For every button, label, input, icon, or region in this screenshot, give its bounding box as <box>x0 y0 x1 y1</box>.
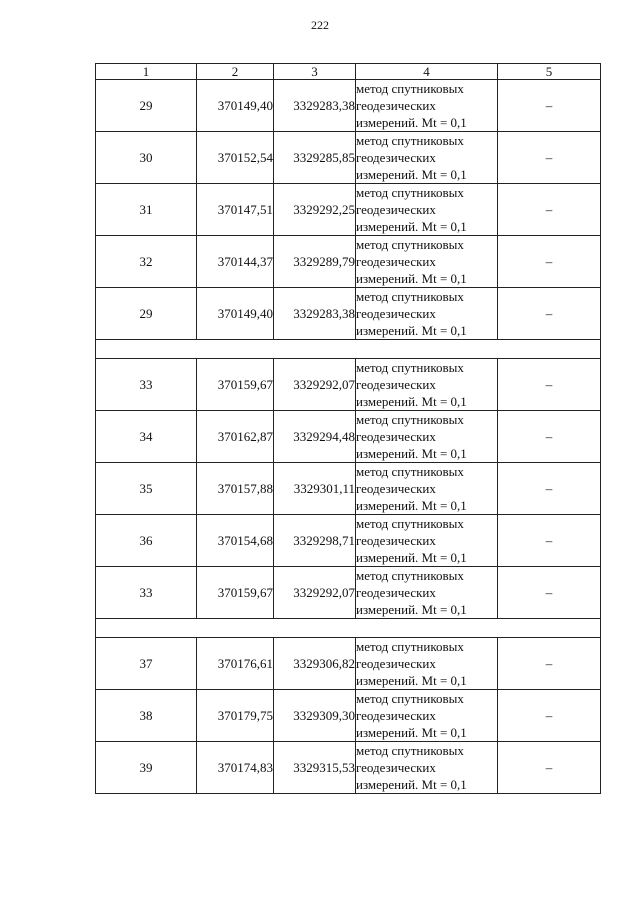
method-line: измерений. Mt = 0,1 <box>356 323 467 338</box>
method-line: метод спутниковых <box>356 237 464 252</box>
method-cell <box>356 690 498 742</box>
note-cell: – <box>498 236 601 288</box>
point-number-cell: 34 <box>96 411 197 463</box>
table-row <box>96 638 601 690</box>
method-line: геодезических <box>356 481 436 496</box>
x-coordinate-cell: 370179,75 <box>197 690 274 742</box>
y-coordinate-cell: 3329309,30 <box>274 690 356 742</box>
table-row <box>96 80 601 132</box>
header-cell-4: 4 <box>356 64 498 80</box>
page-number: 222 <box>311 18 329 32</box>
header-cell-3: 3 <box>274 64 356 80</box>
x-coordinate-cell: 370147,51 <box>197 184 274 236</box>
y-coordinate-cell: 3329289,79 <box>274 236 356 288</box>
separator-cell <box>96 619 601 638</box>
method-line: метод спутниковых <box>356 464 464 479</box>
note-cell: – <box>498 80 601 132</box>
method-line: геодезических <box>356 429 436 444</box>
method-line: геодезических <box>356 202 436 217</box>
x-coordinate-cell: 370159,67 <box>197 567 274 619</box>
separator-row <box>96 619 601 638</box>
header-cell-2: 2 <box>197 64 274 80</box>
method-line: метод спутниковых <box>356 185 464 200</box>
method-line: геодезических <box>356 98 436 113</box>
method-cell <box>356 288 498 340</box>
header-row <box>96 64 601 80</box>
y-coordinate-cell: 3329294,48 <box>274 411 356 463</box>
x-coordinate-cell: 370152,54 <box>197 132 274 184</box>
point-number-cell: 29 <box>96 288 197 340</box>
x-coordinate-cell: 370159,67 <box>197 359 274 411</box>
separator-cell <box>96 340 601 359</box>
note-cell: – <box>498 742 601 794</box>
point-number-cell: 31 <box>96 184 197 236</box>
point-number-cell: 33 <box>96 567 197 619</box>
method-line: метод спутниковых <box>356 81 464 96</box>
point-number-cell: 36 <box>96 515 197 567</box>
table-row <box>96 236 601 288</box>
method-line: метод спутниковых <box>356 289 464 304</box>
note-cell: – <box>498 690 601 742</box>
method-line: измерений. Mt = 0,1 <box>356 167 467 182</box>
y-coordinate-cell: 3329292,25 <box>274 184 356 236</box>
note-cell: – <box>498 184 601 236</box>
method-line: измерений. Mt = 0,1 <box>356 777 467 792</box>
method-line: метод спутниковых <box>356 360 464 375</box>
table-row <box>96 359 601 411</box>
method-cell <box>356 236 498 288</box>
x-coordinate-cell: 370157,88 <box>197 463 274 515</box>
table-row <box>96 132 601 184</box>
note-cell: – <box>498 411 601 463</box>
method-cell <box>356 132 498 184</box>
method-line: метод спутниковых <box>356 568 464 583</box>
y-coordinate-cell: 3329283,38 <box>274 80 356 132</box>
method-line: геодезических <box>356 760 436 775</box>
method-line: измерений. Mt = 0,1 <box>356 602 467 617</box>
method-line: геодезических <box>356 585 436 600</box>
method-line: метод спутниковых <box>356 133 464 148</box>
note-cell: – <box>498 359 601 411</box>
method-line: измерений. Mt = 0,1 <box>356 271 467 286</box>
method-line: геодезических <box>356 150 436 165</box>
note-cell: – <box>498 515 601 567</box>
point-number-cell: 33 <box>96 359 197 411</box>
table-row <box>96 463 601 515</box>
y-coordinate-cell: 3329306,82 <box>274 638 356 690</box>
table-row <box>96 288 601 340</box>
method-line: геодезических <box>356 656 436 671</box>
x-coordinate-cell: 370144,37 <box>197 236 274 288</box>
header-cell-1: 1 <box>96 64 197 80</box>
method-cell <box>356 567 498 619</box>
method-cell <box>356 80 498 132</box>
table-row <box>96 690 601 742</box>
point-number-cell: 32 <box>96 236 197 288</box>
method-line: измерений. Mt = 0,1 <box>356 673 467 688</box>
method-line: измерений. Mt = 0,1 <box>356 115 467 130</box>
note-cell: – <box>498 638 601 690</box>
method-line: геодезических <box>356 306 436 321</box>
method-line: метод спутниковых <box>356 639 464 654</box>
method-line: измерений. Mt = 0,1 <box>356 394 467 409</box>
method-line: измерений. Mt = 0,1 <box>356 550 467 565</box>
method-line: измерений. Mt = 0,1 <box>356 498 467 513</box>
method-line: метод спутниковых <box>356 412 464 427</box>
method-cell <box>356 184 498 236</box>
y-coordinate-cell: 3329315,53 <box>274 742 356 794</box>
y-coordinate-cell: 3329298,71 <box>274 515 356 567</box>
y-coordinate-cell: 3329292,07 <box>274 359 356 411</box>
note-cell: – <box>498 132 601 184</box>
header-cell-5: 5 <box>498 64 601 80</box>
x-coordinate-cell: 370174,83 <box>197 742 274 794</box>
y-coordinate-cell: 3329285,85 <box>274 132 356 184</box>
point-number-cell: 35 <box>96 463 197 515</box>
note-cell: – <box>498 567 601 619</box>
point-number-cell: 37 <box>96 638 197 690</box>
x-coordinate-cell: 370154,68 <box>197 515 274 567</box>
note-cell: – <box>498 288 601 340</box>
method-line: измерений. Mt = 0,1 <box>356 219 467 234</box>
point-number-cell: 39 <box>96 742 197 794</box>
table-row <box>96 184 601 236</box>
method-line: геодезических <box>356 377 436 392</box>
method-line: геодезических <box>356 533 436 548</box>
table-row <box>96 515 601 567</box>
method-line: измерений. Mt = 0,1 <box>356 725 467 740</box>
x-coordinate-cell: 370149,40 <box>197 80 274 132</box>
method-line: геодезических <box>356 254 436 269</box>
method-cell <box>356 463 498 515</box>
point-number-cell: 30 <box>96 132 197 184</box>
method-cell <box>356 742 498 794</box>
y-coordinate-cell: 3329301,11 <box>274 463 356 515</box>
method-line: метод спутниковых <box>356 691 464 706</box>
table-row <box>96 742 601 794</box>
coordinates-table <box>95 63 601 794</box>
point-number-cell: 29 <box>96 80 197 132</box>
method-cell <box>356 515 498 567</box>
table-row <box>96 567 601 619</box>
method-line: метод спутниковых <box>356 516 464 531</box>
method-cell <box>356 411 498 463</box>
x-coordinate-cell: 370149,40 <box>197 288 274 340</box>
method-line: метод спутниковых <box>356 743 464 758</box>
table-row <box>96 411 601 463</box>
point-number-cell: 38 <box>96 690 197 742</box>
note-cell: – <box>498 463 601 515</box>
method-cell <box>356 359 498 411</box>
y-coordinate-cell: 3329283,38 <box>274 288 356 340</box>
x-coordinate-cell: 370176,61 <box>197 638 274 690</box>
x-coordinate-cell: 370162,87 <box>197 411 274 463</box>
method-line: геодезических <box>356 708 436 723</box>
method-line: измерений. Mt = 0,1 <box>356 446 467 461</box>
separator-row <box>96 340 601 359</box>
method-cell <box>356 638 498 690</box>
table-body <box>96 64 601 794</box>
y-coordinate-cell: 3329292,07 <box>274 567 356 619</box>
